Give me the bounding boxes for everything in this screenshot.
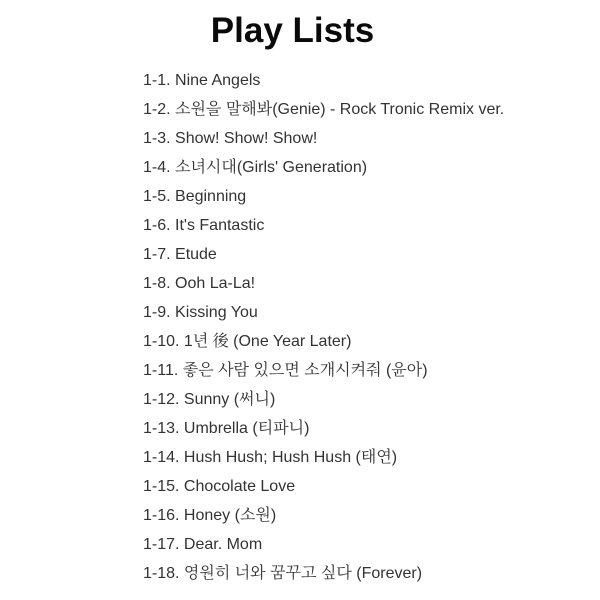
playlist: [143, 66, 600, 588]
page-title: Play Lists: [210, 11, 375, 50]
list-item: 1-3. Show! Show! Show!: [143, 130, 318, 147]
list-item: 1-18. 영원히 너와 꿈꾸고 싶다 (Forever): [143, 565, 423, 582]
list-item: 1-7. Etude: [143, 246, 217, 263]
list-item: 1-8. Ooh La-La!: [143, 275, 256, 292]
list-item: 1-16. Honey (소원): [143, 507, 277, 524]
list-item: 1-10. 1년 後 (One Year Later): [143, 333, 352, 350]
list-item: 1-15. Chocolate Love: [143, 478, 296, 495]
list-item: 1-2. 소원을 말해봐(Genie) - Rock Tronic Remix ver.: [143, 101, 505, 118]
list-item: 1-9. Kissing You: [143, 304, 258, 321]
list-item: 1-14. Hush Hush; Hush Hush (태연): [143, 449, 398, 466]
list-item: 1-5. Beginning: [143, 188, 247, 205]
list-item: 1-12. Sunny (써니): [143, 391, 276, 408]
list-item: 1-13. Umbrella (티파니): [143, 420, 310, 437]
list-item: 1-1. Nine Angels: [143, 72, 261, 89]
list-item: 1-6. It's Fantastic: [143, 217, 265, 234]
list-item: 1-4. 소녀시대(Girls' Generation): [143, 159, 368, 176]
list-item: 1-11. 좋은 사람 있으면 소개시켜줘 (윤아): [143, 362, 428, 379]
list-item: 1-17. Dear. Mom: [143, 536, 263, 553]
